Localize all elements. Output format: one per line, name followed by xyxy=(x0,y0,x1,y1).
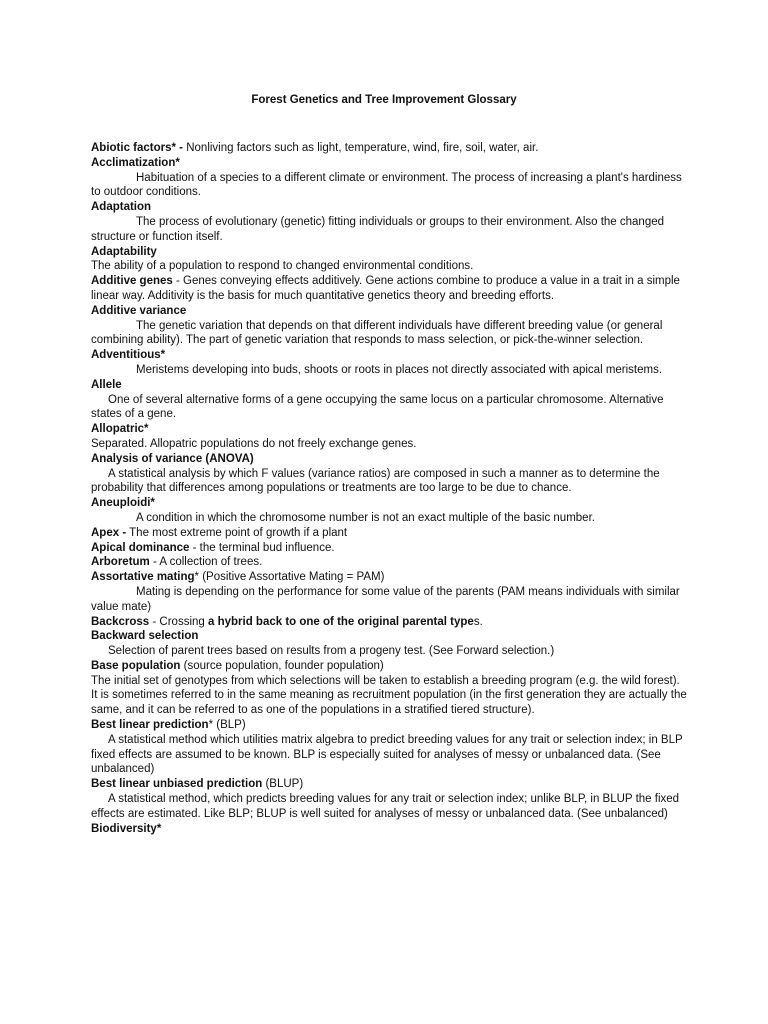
glossary-term-note: * (BLP) xyxy=(208,719,246,732)
glossary-entry-additive-variance xyxy=(91,304,687,348)
glossary-definition: A statistical method which utilities matrix algebra to predict breeding values for any trait or selection index; in BLP fixed effects are assumed to be known. BLP is especially suited for analyses of messy or unbalanced data. (See unbalanced) xyxy=(91,733,683,776)
glossary-definition: The process of evolutionary (genetic) fitting individuals or groups to their environment. Also the changed structure or function itself. xyxy=(91,215,665,243)
glossary-entry-arboretum xyxy=(91,555,687,570)
glossary-term: Best linear prediction xyxy=(91,719,209,732)
glossary-definition: Habituation of a species to a different climate or environment. The process of increasing a plant's hardiness to outdoor conditions. xyxy=(91,171,682,199)
glossary-entry-aneuploidi xyxy=(91,496,687,526)
glossary-definition: Nonliving factors such as light, temperature, wind, fire, soil, water, air. xyxy=(186,142,539,154)
glossary-definition: - Crossing xyxy=(152,615,205,628)
glossary-definition: A condition in which the chromosome number is not an exact multiple of the basic number. xyxy=(136,511,595,524)
glossary-term: Biodiversity* xyxy=(91,822,162,835)
glossary-entry-assortative-mating xyxy=(91,570,687,614)
glossary-entry-adaptation xyxy=(91,200,687,244)
glossary-entry-anova xyxy=(91,452,687,496)
glossary-entry-apex xyxy=(91,526,687,541)
glossary-definition: One of several alternative forms of a gene occupying the same locus on a particular chromosome. Alternative states of a gene. xyxy=(91,393,664,421)
glossary-definition: The most extreme point of growth if a plant xyxy=(129,526,348,539)
glossary-term: Adaptability xyxy=(91,245,157,258)
glossary-term: Backcross xyxy=(91,615,150,628)
glossary-definition: A statistical analysis by which F values (variance ratios) are composed in such a manner as to determine the probability that differences among populations or treatments are too large to be due to chance. xyxy=(91,467,660,495)
glossary-definition-tail: s. xyxy=(473,615,483,628)
glossary-definition: The genetic variation that depends on that different individuals have different breeding value (or general combining ability). The part of genetic variation that responds to mass selection, or pick-the-winner selection. xyxy=(91,319,663,347)
glossary-definition: - the terminal bud influence. xyxy=(192,541,335,554)
glossary-definition: Mating is depending on the performance for some value of the parents (PAM means individuals with similar value mate) xyxy=(91,585,680,613)
glossary-term: Apex - xyxy=(91,526,127,539)
glossary-definition-emphasis: a hybrid back to one of the original parental type xyxy=(208,615,474,628)
glossary-entry-adventitious xyxy=(91,348,687,378)
glossary-definition: The ability of a population to respond to changed environmental conditions. xyxy=(91,260,474,273)
glossary-term-note: (BLUP) xyxy=(262,778,304,791)
glossary-term: Allele xyxy=(91,378,122,391)
glossary-definition: A statistical method, which predicts breeding values for any trait or selection index; unlike BLP, in BLUP the fixed effects are estimated. Like BLP; BLUP is well suited for analyses of messy or unbalanced data. (See unbalanced) xyxy=(91,793,680,820)
glossary-entry-allele xyxy=(91,378,687,422)
glossary-entry-blp xyxy=(91,718,687,777)
glossary-entry-adaptability xyxy=(91,245,687,275)
glossary-term: Analysis of variance (ANOVA) xyxy=(91,452,254,465)
glossary-term: Additive genes xyxy=(91,275,173,288)
glossary-definition: Meristems developing into buds, shoots or roots in places not directly associated with apical meristems. xyxy=(136,363,663,376)
glossary-definition: Selection of parent trees based on results from a progeny test. (See Forward selection.) xyxy=(108,645,555,658)
glossary-term: Backward selection xyxy=(91,630,199,643)
glossary-term: Adaptation xyxy=(91,201,152,214)
glossary-term-note: * (Positive Assortative Mating = PAM) xyxy=(194,571,385,584)
glossary-entry-backward-selection xyxy=(91,629,687,659)
glossary-list xyxy=(91,141,687,836)
document-title: Forest Genetics and Tree Improvement Glossary xyxy=(251,94,517,106)
glossary-term: Additive variance xyxy=(91,304,187,317)
glossary-term: Aneuploidi* xyxy=(91,497,155,510)
glossary-entry-apical-dominance xyxy=(91,541,687,556)
glossary-term: Apical dominance xyxy=(91,541,190,554)
glossary-definition: The initial set of genotypes from which selections will be taken to establish a breeding program (e.g. the wild forest). It is sometimes referred to in the same meaning as recruitment population (in the first generation they are actually the same, and it can be referred to as one of the populations in a stratified tiered structure). xyxy=(91,674,687,717)
glossary-term: Assortative mating xyxy=(91,571,195,584)
glossary-term: Acclimatization* xyxy=(91,156,180,169)
glossary-entry-biodiversity xyxy=(91,822,687,837)
glossary-entry-additive-genes xyxy=(91,274,687,304)
glossary-entry-allopatric xyxy=(91,422,687,452)
glossary-entry-abiotic-factors xyxy=(91,141,687,156)
glossary-entry-blup xyxy=(91,777,687,821)
glossary-definition: - Genes conveying effects additively. Gene actions combine to produce a value in a trait in a simple linear way. Additivity is the basis for much quantitative genetics theory and breeding efforts. xyxy=(91,275,680,302)
glossary-entry-acclimatization xyxy=(91,156,687,200)
glossary-term: Best linear unbiased prediction xyxy=(91,778,263,791)
glossary-definition: - A collection of trees. xyxy=(152,556,263,569)
glossary-term: Adventitious* xyxy=(91,349,166,362)
glossary-term: Abiotic factors* - xyxy=(91,142,184,154)
glossary-definition: Separated. Allopatric populations do not freely exchange genes. xyxy=(91,437,417,450)
glossary-term: Base population xyxy=(91,659,181,672)
glossary-term: Allopatric* xyxy=(91,423,149,436)
glossary-entry-base-population xyxy=(91,659,687,718)
glossary-entry-backcross xyxy=(91,615,687,630)
glossary-term-note: (source population, founder population) xyxy=(180,659,384,672)
glossary-term: Arboretum xyxy=(91,556,150,569)
